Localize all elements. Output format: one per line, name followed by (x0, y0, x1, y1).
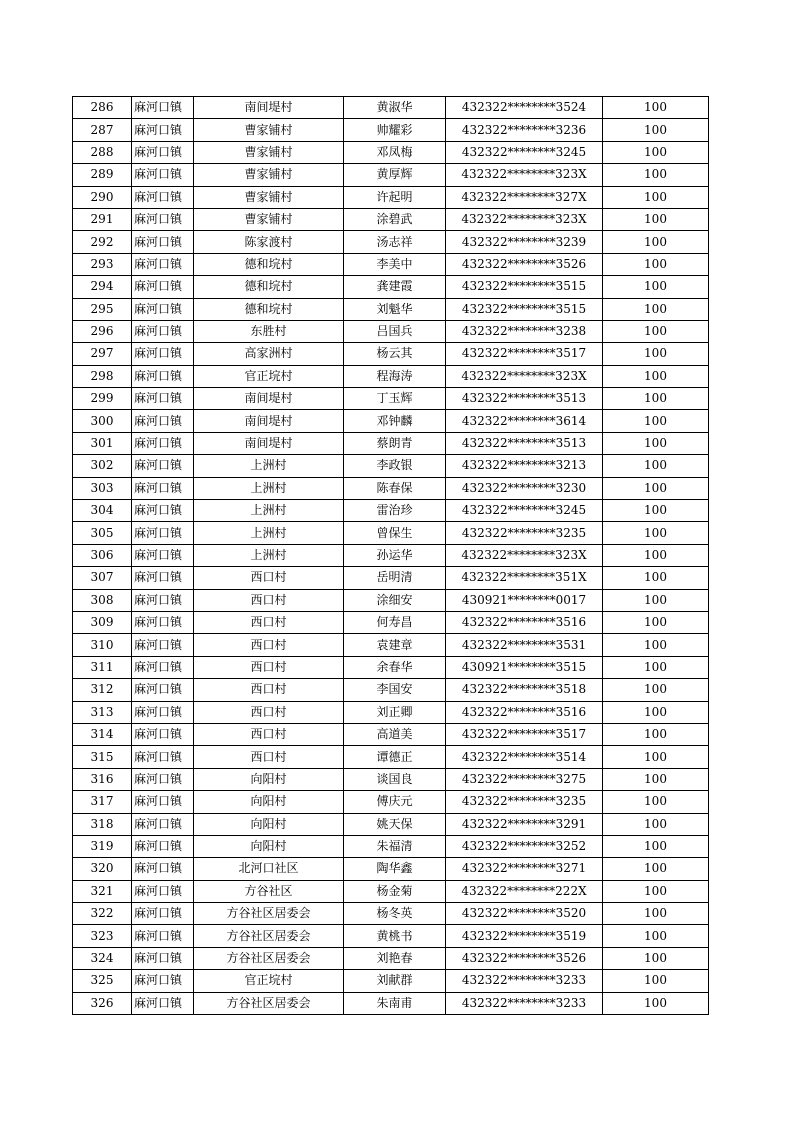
name-cell: 曾保生 (344, 522, 446, 544)
id-number-cell: 432322********3519 (446, 925, 603, 947)
row-number-cell: 316 (73, 768, 132, 790)
row-number-cell: 311 (73, 656, 132, 678)
row-number-cell: 310 (73, 634, 132, 656)
village-cell: 东胜村 (194, 320, 344, 342)
village-cell: 曹家铺村 (194, 208, 344, 230)
name-cell: 李国安 (344, 679, 446, 701)
amount-cell: 100 (603, 567, 709, 589)
row-number-cell: 322 (73, 903, 132, 925)
town-cell: 麻河口镇 (132, 634, 194, 656)
row-number-cell: 287 (73, 119, 132, 141)
town-cell: 麻河口镇 (132, 343, 194, 365)
town-cell: 麻河口镇 (132, 276, 194, 298)
name-cell: 杨冬英 (344, 903, 446, 925)
table-row (73, 768, 709, 790)
town-cell: 麻河口镇 (132, 208, 194, 230)
row-number-cell: 312 (73, 679, 132, 701)
row-number-cell: 298 (73, 365, 132, 387)
amount-cell: 100 (603, 701, 709, 723)
village-cell: 西口村 (194, 723, 344, 745)
name-cell: 何寿昌 (344, 611, 446, 633)
table-row (73, 343, 709, 365)
town-cell: 麻河口镇 (132, 410, 194, 432)
amount-cell: 100 (603, 903, 709, 925)
table-row (73, 656, 709, 678)
id-number-cell: 432322********323X (446, 544, 603, 566)
village-cell: 曹家铺村 (194, 141, 344, 163)
row-number-cell: 289 (73, 164, 132, 186)
town-cell: 麻河口镇 (132, 679, 194, 701)
table-row (73, 701, 709, 723)
amount-cell: 100 (603, 365, 709, 387)
id-number-cell: 432322********3517 (446, 723, 603, 745)
village-cell: 德和垸村 (194, 276, 344, 298)
amount-cell: 100 (603, 253, 709, 275)
town-cell: 麻河口镇 (132, 992, 194, 1014)
id-number-cell: 432322********222X (446, 880, 603, 902)
village-cell: 方谷社区居委会 (194, 903, 344, 925)
row-number-cell: 308 (73, 589, 132, 611)
name-cell: 杨云其 (344, 343, 446, 365)
name-cell: 汤志祥 (344, 231, 446, 253)
table-row (73, 634, 709, 656)
amount-cell: 100 (603, 813, 709, 835)
village-cell: 西口村 (194, 679, 344, 701)
town-cell: 麻河口镇 (132, 813, 194, 835)
town-cell: 麻河口镇 (132, 500, 194, 522)
amount-cell: 100 (603, 947, 709, 969)
row-number-cell: 293 (73, 253, 132, 275)
id-number-cell: 432322********3515 (446, 276, 603, 298)
name-cell: 谈国良 (344, 768, 446, 790)
id-number-cell: 432322********3271 (446, 858, 603, 880)
town-cell: 麻河口镇 (132, 723, 194, 745)
name-cell: 涂碧武 (344, 208, 446, 230)
amount-cell: 100 (603, 298, 709, 320)
amount-cell: 100 (603, 388, 709, 410)
id-number-cell: 432322********3524 (446, 97, 603, 119)
row-number-cell: 326 (73, 992, 132, 1014)
village-cell: 西口村 (194, 611, 344, 633)
name-cell: 邓凤梅 (344, 141, 446, 163)
row-number-cell: 314 (73, 723, 132, 745)
amount-cell: 100 (603, 432, 709, 454)
table-row (73, 925, 709, 947)
village-cell: 西口村 (194, 589, 344, 611)
village-cell: 方谷社区居委会 (194, 947, 344, 969)
town-cell: 麻河口镇 (132, 791, 194, 813)
row-number-cell: 286 (73, 97, 132, 119)
id-number-cell: 432322********3526 (446, 253, 603, 275)
town-cell: 麻河口镇 (132, 947, 194, 969)
row-number-cell: 291 (73, 208, 132, 230)
id-number-cell: 432322********323X (446, 365, 603, 387)
id-number-cell: 432322********3252 (446, 835, 603, 857)
row-number-cell: 288 (73, 141, 132, 163)
id-number-cell: 432322********3235 (446, 791, 603, 813)
amount-cell: 100 (603, 791, 709, 813)
row-number-cell: 306 (73, 544, 132, 566)
town-cell: 麻河口镇 (132, 432, 194, 454)
row-number-cell: 321 (73, 880, 132, 902)
id-number-cell: 430921********0017 (446, 589, 603, 611)
name-cell: 朱南甫 (344, 992, 446, 1014)
id-number-cell: 432322********3236 (446, 119, 603, 141)
town-cell: 麻河口镇 (132, 970, 194, 992)
id-number-cell: 432322********3513 (446, 432, 603, 454)
row-number-cell: 307 (73, 567, 132, 589)
id-number-cell: 432322********3531 (446, 634, 603, 656)
table-row (73, 522, 709, 544)
amount-cell: 100 (603, 231, 709, 253)
id-number-cell: 432322********3516 (446, 701, 603, 723)
village-cell: 上洲村 (194, 477, 344, 499)
table-row (73, 567, 709, 589)
table-row (73, 253, 709, 275)
row-number-cell: 320 (73, 858, 132, 880)
table-row (73, 97, 709, 119)
town-cell: 麻河口镇 (132, 746, 194, 768)
id-number-cell: 432322********3614 (446, 410, 603, 432)
id-number-cell: 432322********3239 (446, 231, 603, 253)
id-number-cell: 432322********323X (446, 208, 603, 230)
town-cell: 麻河口镇 (132, 880, 194, 902)
town-cell: 麻河口镇 (132, 835, 194, 857)
village-cell: 曹家铺村 (194, 164, 344, 186)
village-cell: 曹家铺村 (194, 119, 344, 141)
row-number-cell: 317 (73, 791, 132, 813)
table-row (73, 611, 709, 633)
amount-cell: 100 (603, 880, 709, 902)
row-number-cell: 305 (73, 522, 132, 544)
table-row (73, 813, 709, 835)
row-number-cell: 290 (73, 186, 132, 208)
table-row (73, 679, 709, 701)
roster-table-body (73, 97, 709, 1015)
village-cell: 上洲村 (194, 500, 344, 522)
village-cell: 西口村 (194, 656, 344, 678)
town-cell: 麻河口镇 (132, 925, 194, 947)
village-cell: 北河口社区 (194, 858, 344, 880)
id-number-cell: 432322********3233 (446, 970, 603, 992)
table-row (73, 320, 709, 342)
row-number-cell: 324 (73, 947, 132, 969)
id-number-cell: 432322********3514 (446, 746, 603, 768)
village-cell: 官正垸村 (194, 970, 344, 992)
name-cell: 岳明清 (344, 567, 446, 589)
row-number-cell: 309 (73, 611, 132, 633)
name-cell: 许起明 (344, 186, 446, 208)
id-number-cell: 432322********3518 (446, 679, 603, 701)
name-cell: 黄厚辉 (344, 164, 446, 186)
town-cell: 麻河口镇 (132, 253, 194, 275)
town-cell: 麻河口镇 (132, 768, 194, 790)
name-cell: 龚建霞 (344, 276, 446, 298)
village-cell: 西口村 (194, 567, 344, 589)
name-cell: 帅耀彩 (344, 119, 446, 141)
table-row (73, 835, 709, 857)
name-cell: 朱福清 (344, 835, 446, 857)
id-number-cell: 432322********3516 (446, 611, 603, 633)
amount-cell: 100 (603, 276, 709, 298)
row-number-cell: 318 (73, 813, 132, 835)
amount-cell: 100 (603, 455, 709, 477)
id-number-cell: 430921********3515 (446, 656, 603, 678)
id-number-cell: 432322********323X (446, 164, 603, 186)
amount-cell: 100 (603, 410, 709, 432)
table-row (73, 947, 709, 969)
village-cell: 官正垸村 (194, 365, 344, 387)
id-number-cell: 432322********3515 (446, 298, 603, 320)
name-cell: 李政银 (344, 455, 446, 477)
town-cell: 麻河口镇 (132, 97, 194, 119)
village-cell: 高家洲村 (194, 343, 344, 365)
village-cell: 西口村 (194, 746, 344, 768)
town-cell: 麻河口镇 (132, 119, 194, 141)
id-number-cell: 432322********327X (446, 186, 603, 208)
table-row (73, 410, 709, 432)
table-row (73, 791, 709, 813)
table-row (73, 186, 709, 208)
id-number-cell: 432322********351X (446, 567, 603, 589)
row-number-cell: 296 (73, 320, 132, 342)
town-cell: 麻河口镇 (132, 858, 194, 880)
id-number-cell: 432322********3520 (446, 903, 603, 925)
amount-cell: 100 (603, 611, 709, 633)
id-number-cell: 432322********3235 (446, 522, 603, 544)
row-number-cell: 292 (73, 231, 132, 253)
table-row (73, 477, 709, 499)
amount-cell: 100 (603, 119, 709, 141)
row-number-cell: 323 (73, 925, 132, 947)
row-number-cell: 325 (73, 970, 132, 992)
name-cell: 袁建章 (344, 634, 446, 656)
amount-cell: 100 (603, 500, 709, 522)
village-cell: 德和垸村 (194, 253, 344, 275)
amount-cell: 100 (603, 97, 709, 119)
amount-cell: 100 (603, 320, 709, 342)
village-cell: 上洲村 (194, 522, 344, 544)
name-cell: 刘献群 (344, 970, 446, 992)
row-number-cell: 294 (73, 276, 132, 298)
name-cell: 雷治珍 (344, 500, 446, 522)
town-cell: 麻河口镇 (132, 231, 194, 253)
village-cell: 德和垸村 (194, 298, 344, 320)
town-cell: 麻河口镇 (132, 164, 194, 186)
roster-table (72, 96, 709, 1015)
town-cell: 麻河口镇 (132, 477, 194, 499)
table-row (73, 231, 709, 253)
name-cell: 余春华 (344, 656, 446, 678)
amount-cell: 100 (603, 164, 709, 186)
town-cell: 麻河口镇 (132, 522, 194, 544)
table-row (73, 746, 709, 768)
amount-cell: 100 (603, 768, 709, 790)
amount-cell: 100 (603, 634, 709, 656)
village-cell: 西口村 (194, 701, 344, 723)
row-number-cell: 299 (73, 388, 132, 410)
name-cell: 吕国兵 (344, 320, 446, 342)
table-row (73, 365, 709, 387)
id-number-cell: 432322********3213 (446, 455, 603, 477)
name-cell: 谭德正 (344, 746, 446, 768)
table-row (73, 723, 709, 745)
amount-cell: 100 (603, 477, 709, 499)
row-number-cell: 297 (73, 343, 132, 365)
amount-cell: 100 (603, 522, 709, 544)
amount-cell: 100 (603, 544, 709, 566)
name-cell: 刘艳春 (344, 947, 446, 969)
table-row (73, 880, 709, 902)
name-cell: 姚天保 (344, 813, 446, 835)
village-cell: 南间堤村 (194, 432, 344, 454)
name-cell: 邓钟麟 (344, 410, 446, 432)
town-cell: 麻河口镇 (132, 365, 194, 387)
row-number-cell: 302 (73, 455, 132, 477)
id-number-cell: 432322********3245 (446, 500, 603, 522)
amount-cell: 100 (603, 679, 709, 701)
id-number-cell: 432322********3275 (446, 768, 603, 790)
town-cell: 麻河口镇 (132, 567, 194, 589)
id-number-cell: 432322********3233 (446, 992, 603, 1014)
amount-cell: 100 (603, 925, 709, 947)
table-row (73, 164, 709, 186)
table-row (73, 455, 709, 477)
town-cell: 麻河口镇 (132, 903, 194, 925)
town-cell: 麻河口镇 (132, 589, 194, 611)
amount-cell: 100 (603, 186, 709, 208)
row-number-cell: 303 (73, 477, 132, 499)
id-number-cell: 432322********3238 (446, 320, 603, 342)
name-cell: 涂细安 (344, 589, 446, 611)
name-cell: 孙运华 (344, 544, 446, 566)
village-cell: 方谷社区 (194, 880, 344, 902)
amount-cell: 100 (603, 835, 709, 857)
amount-cell: 100 (603, 723, 709, 745)
table-row (73, 544, 709, 566)
name-cell: 陈春保 (344, 477, 446, 499)
village-cell: 向阳村 (194, 791, 344, 813)
table-row (73, 992, 709, 1014)
row-number-cell: 313 (73, 701, 132, 723)
town-cell: 麻河口镇 (132, 298, 194, 320)
town-cell: 麻河口镇 (132, 544, 194, 566)
table-row (73, 970, 709, 992)
name-cell: 刘正卿 (344, 701, 446, 723)
name-cell: 程海涛 (344, 365, 446, 387)
amount-cell: 100 (603, 141, 709, 163)
table-row (73, 432, 709, 454)
row-number-cell: 304 (73, 500, 132, 522)
table-row (73, 903, 709, 925)
name-cell: 陶华鑫 (344, 858, 446, 880)
table-row (73, 276, 709, 298)
name-cell: 黄桃书 (344, 925, 446, 947)
table-row (73, 388, 709, 410)
name-cell: 李美中 (344, 253, 446, 275)
town-cell: 麻河口镇 (132, 141, 194, 163)
name-cell: 丁玉辉 (344, 388, 446, 410)
amount-cell: 100 (603, 970, 709, 992)
amount-cell: 100 (603, 343, 709, 365)
town-cell: 麻河口镇 (132, 320, 194, 342)
village-cell: 向阳村 (194, 813, 344, 835)
town-cell: 麻河口镇 (132, 388, 194, 410)
town-cell: 麻河口镇 (132, 455, 194, 477)
village-cell: 向阳村 (194, 768, 344, 790)
village-cell: 向阳村 (194, 835, 344, 857)
village-cell: 南间堤村 (194, 410, 344, 432)
table-row (73, 858, 709, 880)
id-number-cell: 432322********3526 (446, 947, 603, 969)
id-number-cell: 432322********3517 (446, 343, 603, 365)
village-cell: 西口村 (194, 634, 344, 656)
table-row (73, 119, 709, 141)
row-number-cell: 315 (73, 746, 132, 768)
id-number-cell: 432322********3230 (446, 477, 603, 499)
village-cell: 上洲村 (194, 544, 344, 566)
village-cell: 方谷社区居委会 (194, 992, 344, 1014)
row-number-cell: 319 (73, 835, 132, 857)
town-cell: 麻河口镇 (132, 656, 194, 678)
table-row (73, 141, 709, 163)
row-number-cell: 300 (73, 410, 132, 432)
id-number-cell: 432322********3245 (446, 141, 603, 163)
amount-cell: 100 (603, 992, 709, 1014)
name-cell: 蔡朗青 (344, 432, 446, 454)
town-cell: 麻河口镇 (132, 186, 194, 208)
id-number-cell: 432322********3291 (446, 813, 603, 835)
village-cell: 上洲村 (194, 455, 344, 477)
town-cell: 麻河口镇 (132, 701, 194, 723)
amount-cell: 100 (603, 746, 709, 768)
row-number-cell: 295 (73, 298, 132, 320)
town-cell: 麻河口镇 (132, 611, 194, 633)
village-cell: 陈家渡村 (194, 231, 344, 253)
name-cell: 傅庆元 (344, 791, 446, 813)
name-cell: 杨金菊 (344, 880, 446, 902)
amount-cell: 100 (603, 656, 709, 678)
amount-cell: 100 (603, 858, 709, 880)
name-cell: 黄淑华 (344, 97, 446, 119)
village-cell: 南间堤村 (194, 97, 344, 119)
table-row (73, 298, 709, 320)
row-number-cell: 301 (73, 432, 132, 454)
id-number-cell: 432322********3513 (446, 388, 603, 410)
table-row (73, 208, 709, 230)
name-cell: 刘魁华 (344, 298, 446, 320)
table-row (73, 589, 709, 611)
amount-cell: 100 (603, 589, 709, 611)
village-cell: 曹家铺村 (194, 186, 344, 208)
village-cell: 方谷社区居委会 (194, 925, 344, 947)
table-row (73, 500, 709, 522)
village-cell: 南间堤村 (194, 388, 344, 410)
amount-cell: 100 (603, 208, 709, 230)
name-cell: 高道美 (344, 723, 446, 745)
